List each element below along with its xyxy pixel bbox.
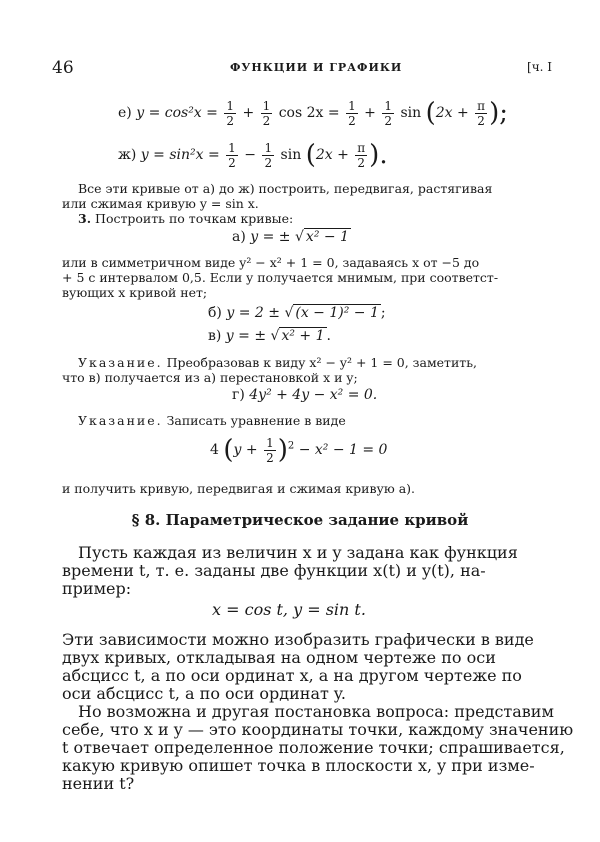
formula-lhs: y = ± bbox=[250, 229, 291, 245]
equation-v bbox=[208, 328, 331, 344]
hint-label: Указание. bbox=[78, 355, 163, 370]
punctuation: ; bbox=[380, 305, 386, 321]
paragraph-line: вующих x кривой нет; bbox=[62, 285, 208, 300]
radicand: (x − 1)² − 1 bbox=[295, 305, 379, 321]
equation-b bbox=[208, 305, 386, 321]
hint-text: Записать уравнение в виде bbox=[166, 413, 346, 428]
paragraph-line: t отвечает определенное положение точки; спрашивается, bbox=[62, 738, 565, 757]
parametric-equation: x = cos t, y = sin t. bbox=[212, 600, 366, 619]
paragraph-line: оси абсцисс t, а по оси ординат y. bbox=[62, 684, 346, 703]
paragraph-line: что в) получается из а) перестановкой x и y; bbox=[62, 370, 358, 385]
coefficient: 4 bbox=[210, 442, 219, 458]
formula-lhs: y = ± bbox=[225, 328, 267, 344]
formula-label: в) bbox=[208, 328, 222, 344]
paragraph-line: + 5 с интервалом 0,5. Если y получается мнимым, при соответст- bbox=[62, 270, 499, 285]
punctuation: . bbox=[326, 328, 331, 344]
section-heading: § 8. Параметрическое задание кривой bbox=[131, 511, 469, 529]
formula-label: ж) bbox=[118, 147, 137, 163]
paragraph-line: Эти зависимости можно изобразить графически в виде bbox=[62, 630, 534, 649]
operator: + bbox=[364, 105, 376, 121]
formula-lhs: y = cos²x = bbox=[136, 105, 218, 121]
paragraph-line: или сжимая кривую y = sin x. bbox=[62, 196, 259, 211]
fraction: $\frac{1}{2}$ bbox=[228, 140, 236, 170]
paragraph-line: двух кривых, откладывая на одном чертеже по оси bbox=[62, 648, 496, 667]
paren: ). bbox=[369, 140, 388, 170]
task-3 bbox=[78, 211, 293, 227]
hint-1 bbox=[78, 355, 477, 371]
paragraph-line: себе, что x и y — это координаты точки, каждому значению bbox=[62, 720, 574, 739]
paren: ( bbox=[425, 98, 436, 128]
page-header bbox=[52, 58, 552, 82]
formula-lhs: y = 2 ± bbox=[226, 305, 280, 321]
paragraph-line: нении t? bbox=[62, 774, 135, 793]
formula-label: е) bbox=[118, 105, 132, 121]
formula-label: а) bbox=[232, 229, 246, 245]
formula-label: г) bbox=[232, 387, 245, 403]
equation-g bbox=[232, 387, 377, 403]
paragraph-line: какую кривую опишет точка в плоскости x, y при изме- bbox=[62, 756, 535, 775]
formula-zh bbox=[118, 140, 388, 170]
page-number: 46 bbox=[52, 58, 74, 78]
root-sign: √ bbox=[284, 305, 294, 321]
hint-text: Преобразовав к виду x² − y² + 1 = 0, заметить, bbox=[166, 355, 478, 370]
root-sign: √ bbox=[295, 229, 304, 245]
running-title: ФУНКЦИИ И ГРАФИКИ bbox=[230, 61, 403, 74]
paragraph-line: пример: bbox=[62, 579, 132, 598]
paragraph-line: Пусть каждая из величин x и y задана как функция bbox=[78, 543, 518, 562]
equation-completed-square bbox=[210, 435, 387, 465]
operator: − bbox=[244, 147, 256, 163]
task-number: 3. bbox=[78, 211, 92, 226]
argument: y + bbox=[233, 442, 258, 458]
paragraph-line: или в симметричном виде y² − x² + 1 = 0, задаваясь x от −5 до bbox=[62, 255, 480, 270]
formula-label: б) bbox=[208, 305, 222, 321]
paren: ( bbox=[305, 140, 316, 170]
paragraph-line: времени t, т. е. заданы две функции x(t) и y(t), на- bbox=[62, 561, 486, 580]
formula-e bbox=[118, 98, 508, 128]
chapter-marker: [ч. I bbox=[527, 60, 552, 74]
operator: + bbox=[242, 105, 255, 121]
paragraph-line: Все эти кривые от а) до ж) построить, передвигая, растягивая bbox=[78, 181, 493, 196]
fraction: $\frac{1}{2}$ bbox=[384, 98, 392, 128]
fraction: $\frac{1}{2}$ bbox=[266, 435, 274, 465]
cos-term: cos 2x = bbox=[278, 105, 340, 121]
sin-term: sin bbox=[400, 105, 422, 121]
paragraph-line: и получить кривую, передвигая и сжимая кривую а). bbox=[62, 481, 416, 496]
argument: 2x + bbox=[435, 105, 469, 121]
fraction: $\frac{1}{2}$ bbox=[226, 98, 234, 128]
fraction: $\frac{1}{2}$ bbox=[264, 140, 273, 170]
hint-2 bbox=[78, 413, 346, 429]
paragraph-line: абсцисс t, а по оси ординат x, а на другом чертеже по bbox=[62, 666, 522, 685]
exponent: 2 bbox=[287, 440, 295, 452]
paren: ); bbox=[489, 98, 508, 128]
task-text: Построить по точкам кривые: bbox=[95, 211, 294, 226]
fraction: $\frac{\pi}{2}$ bbox=[477, 98, 486, 128]
hint-label: Указание. bbox=[78, 413, 163, 428]
root-sign: √ bbox=[270, 328, 280, 344]
sin-term: sin bbox=[280, 147, 302, 163]
argument: 2x + bbox=[315, 147, 349, 163]
paren: ) bbox=[277, 435, 288, 465]
formula-lhs: y = sin²x = bbox=[140, 147, 220, 163]
radicand: x² + 1 bbox=[281, 328, 325, 344]
formula-rest: − x² − 1 = 0 bbox=[298, 442, 388, 458]
fraction: $\frac{1}{2}$ bbox=[262, 98, 271, 128]
paren: ( bbox=[223, 435, 234, 465]
equation-a bbox=[232, 229, 351, 245]
paragraph-line: Но возможна и другая постановка вопроса: представим bbox=[78, 702, 554, 721]
formula-expression: 4y² + 4y − x² = 0. bbox=[249, 387, 378, 403]
radicand: x² − 1 bbox=[305, 229, 349, 245]
fraction: $\frac{\pi}{2}$ bbox=[357, 140, 366, 170]
fraction: $\frac{1}{2}$ bbox=[348, 98, 356, 128]
